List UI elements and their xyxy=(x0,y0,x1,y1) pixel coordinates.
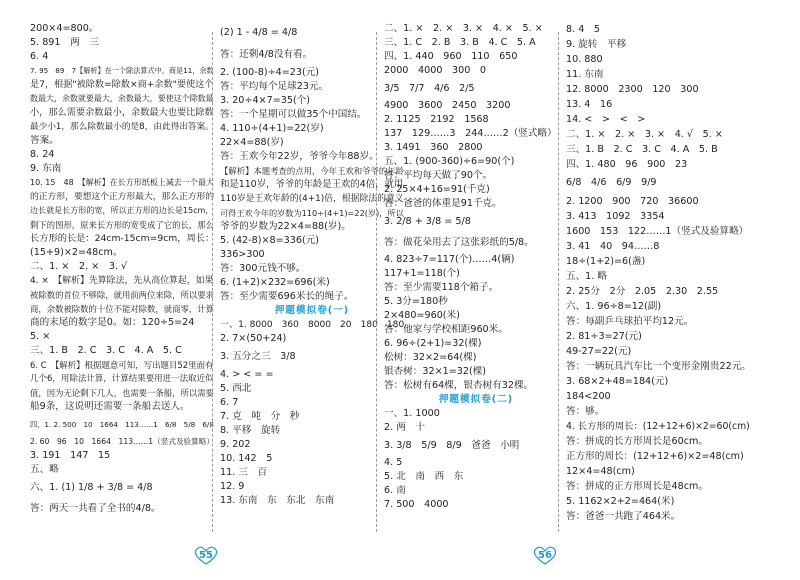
answer-line: 三、1. B 2. C 3. C 4. A 5. B xyxy=(566,144,718,155)
answer-line: 11. 三 百 xyxy=(220,467,268,478)
answer-line: 答：至少需要118个箱子。 xyxy=(384,282,499,293)
answer-line: 9. 202 xyxy=(220,439,251,450)
answer-line: 10. 142 5 xyxy=(220,453,273,464)
answer-line: 12. 9 xyxy=(220,481,245,492)
answer-line: 8. 平移 旋转 xyxy=(220,425,281,436)
answer-line: 11. 东南 xyxy=(566,69,604,80)
answer-line: 3. 五分之三 3/8 xyxy=(220,351,296,362)
answer-line: 是7，根据"被除数=除数×商+余数"要使这个 xyxy=(30,80,214,90)
answer-line: 10. 880 xyxy=(566,54,603,65)
answer-line: 答：两天一共看了全书的4/8。 xyxy=(30,503,161,514)
answer-line: 船9条，这说明还需要一条船去送人。 xyxy=(30,401,190,412)
answer-line: 7. 克 吨 分 秒 xyxy=(220,411,300,422)
answer-line: 五、1. 略 xyxy=(566,271,607,282)
answer-line: 2. 7×(50+24) xyxy=(220,333,287,344)
answer-line: 和是110岁，爷爷的年龄是王欢的4倍，就用 xyxy=(220,179,404,190)
answer-line: 长方形的长是：24cm-15cm=9cm，周长： xyxy=(30,233,215,244)
answer-line: 五、略 xyxy=(30,464,59,475)
answer-line: 18÷(1+2)=6(盏) xyxy=(566,256,646,267)
answer-line: 五、1. (900-360)÷6=90(个) xyxy=(384,156,515,167)
answer-line: 3. 3/8 5/9 8/9 爸爸 小明 xyxy=(384,440,520,451)
answer-line: 答案。 xyxy=(30,135,59,146)
answer-line: 二、1. × 2. × 3. × 4. × 5. × xyxy=(384,23,543,34)
answer-line: 被除数的首位不够除，就用前两位来除，所以要求 xyxy=(30,290,214,300)
answer-line: 【解析】本题考查的点用，今年王欢和爷爷的年龄 xyxy=(220,166,404,176)
answer-line: 184<200 xyxy=(566,391,611,402)
answer-line: 答：够。 xyxy=(566,406,605,417)
page-number-text: 56 xyxy=(538,550,552,561)
answer-line: 8. 4 5 xyxy=(566,24,601,35)
answer-line: 5. 西北 xyxy=(220,383,252,394)
answer-line: 3. 20÷4×7=35(个) xyxy=(220,95,311,106)
answer-line: 6/8 4/6 6/9 9/9 xyxy=(566,177,657,188)
answer-line: 答：一辆玩具汽车比一个变形金刚贵22元。 xyxy=(566,361,751,372)
answer-line: 6. 7 xyxy=(220,397,239,408)
answer-line: 13. 东南 东 东北 东南 xyxy=(220,495,335,506)
page-number-text: 55 xyxy=(199,550,213,561)
answer-line: 2000 4000 300 0 xyxy=(384,65,487,76)
answer-line: 答：至少需要696米长的绳子。 xyxy=(220,291,354,302)
answer-line: 4. > < = = xyxy=(220,369,274,380)
answer-line: 2. 1200 900 720 36600 xyxy=(566,196,699,207)
answer-line: 3. 1491 360 2800 xyxy=(384,142,483,153)
answer-line: 3. 2/8 + 3/8 = 5/8 xyxy=(384,216,471,227)
answer-line: 6. 南 xyxy=(384,485,406,496)
answer-column-3 xyxy=(384,22,568,512)
section-heading: 押题模拟卷(一) xyxy=(274,305,350,316)
column-divider xyxy=(558,32,559,532)
answer-line: (2) 1 - 4/8 = 4/8 xyxy=(220,27,298,38)
page-number-right xyxy=(530,544,560,566)
answer-line: 3. 41 40 94……8 xyxy=(566,241,660,252)
answer-line: 答：他家与学校相距960米。 xyxy=(384,324,508,335)
answer-line: 一、1. 1000 xyxy=(384,408,440,419)
answer-line: 14. < > < > xyxy=(566,114,646,125)
answer-line: 四、1. 2. 500 10 1664 113……1 6/8 5/8 6/8 xyxy=(30,420,214,429)
answer-line: 6. 4 xyxy=(30,51,49,62)
answer-line: 答：拼成的正方形周长是48cm。 xyxy=(566,481,708,492)
answer-line: 4. 110÷(4+1)=22(岁) xyxy=(220,123,324,134)
answer-line: 10. 15 48 【解析】在长方形纸板上减去一个最大 xyxy=(30,178,214,187)
answer-line: 2. 1125 2192 1568 xyxy=(384,114,489,125)
answer-line: 答：300元钱不够。 xyxy=(220,263,306,274)
answer-line: 3. 191 147 15 xyxy=(30,450,111,461)
answer-line: 2. 两 十 xyxy=(384,422,425,433)
answer-line: 答：平均每天做了90个。 xyxy=(384,170,493,181)
answer-line: 正方形的周长：(12+12+6)×2=48(cm) xyxy=(566,451,744,462)
answer-line: 4. 823÷7=117(个)……4(辆) xyxy=(384,254,515,265)
answer-line: 2×480=960(米) xyxy=(384,310,460,321)
page-fold-divider xyxy=(376,32,377,532)
answer-line: (15+9)×2=48cm。 xyxy=(30,247,123,258)
answer-line: 答：做花朵用去了这张彩纸的5/8。 xyxy=(384,237,534,248)
answer-column-4 xyxy=(566,22,750,524)
answer-line: 答：爸爸一共跑了464米。 xyxy=(566,511,681,522)
answer-line: 3. 68×2+48=184(元) xyxy=(566,376,669,387)
answer-line: 5. 3分=180秒 xyxy=(384,296,448,307)
answer-line: 答：王欢今年22岁，爷爷今年88岁。 xyxy=(220,151,379,162)
answer-line: 5. 891 两 三 xyxy=(30,37,99,48)
answer-line: 2. 81÷3=27(元) xyxy=(566,331,642,342)
answer-line: 3. 413 1092 3354 xyxy=(566,211,665,222)
answer-line: 5. 北 南 西 东 xyxy=(384,471,464,482)
answer-line: 7. 500 4000 xyxy=(384,499,449,510)
answer-line: 4900 3600 2450 3200 xyxy=(384,100,511,111)
answer-line: 3/5 7/7 4/6 2/5 xyxy=(384,83,475,94)
answer-line: 三、1. B 2. C 3. C 4. A 5. C xyxy=(30,345,182,356)
answer-line: 答：爸爸的体重是91千克。 xyxy=(384,198,502,209)
answer-line: 22×4=88(岁) xyxy=(220,137,284,148)
answer-line: 的正方形，要想这个正方形最大，那么正方形的 xyxy=(30,192,215,202)
answer-line: 四、1. 440 960 110 650 xyxy=(384,51,518,62)
answer-line: 答：每副乒乓球拍平均12元。 xyxy=(566,316,694,327)
answer-line: 5. (42-8)×8=336(元) xyxy=(220,235,320,246)
answer-line: 答：松树有64棵，银杏树有32棵。 xyxy=(384,380,534,391)
answer-line: 5. × xyxy=(30,331,51,342)
answer-line: 336>300 xyxy=(220,249,265,260)
answer-line: 二、1. × 2. × 3. √ xyxy=(30,261,128,272)
answer-line: 答：还剩4/8没有看。 xyxy=(220,49,313,60)
answer-line: 一、1. 8000 360 8000 20 180 180 xyxy=(220,320,405,330)
answer-line: 9. 东南 xyxy=(30,163,62,174)
answer-line: 49-27=22(元) xyxy=(566,346,632,357)
answer-line: 四、1. 480 96 900 23 xyxy=(566,159,688,170)
answer-line: 松树：32×2=64(棵) xyxy=(384,352,477,363)
answer-line: 最少小1，那么除数最小的是8，由此得出答案。 xyxy=(30,122,214,132)
column-divider xyxy=(212,32,213,532)
answer-line: 8. 24 xyxy=(30,149,55,160)
page-number-left xyxy=(191,544,221,566)
answer-line: 7. 95 89 7【解析】在一个除法算式中，商是11，余数 xyxy=(30,66,214,75)
answer-line: 2. 60 96 10 1664 113……1（竖式及验算略） xyxy=(30,437,214,446)
answer-line: 可得王欢今年的岁数为110÷(4+1)=22(岁)，所以 xyxy=(220,208,404,218)
answer-line: 数最大，余数就要最大，余数最大，要使这个除数最 xyxy=(30,94,214,103)
answer-line: 边长就是长方形的宽，所以正方形的边长是15cm， xyxy=(30,206,214,215)
answer-line: 二、1. × 2. × 3. × 4. √ 5. × xyxy=(566,129,723,140)
answer-line: 200×4=800。 xyxy=(30,23,99,34)
answer-line: 110岁是王欢年龄的(4+1)倍，根据除法的意义 xyxy=(220,194,404,204)
answer-line: 2. 25×4+16=91(千克) xyxy=(384,184,490,195)
answer-line: 答：拼成的长方形周长是60cm。 xyxy=(566,436,708,447)
answer-line: 4. 长方形的周长：(12+12+6)×2=60(cm) xyxy=(566,421,750,432)
answer-line: 银杏树：32×1=32(棵) xyxy=(384,366,487,377)
answer-line: 剩下的图形，原来长方形的宽变成了它的长，那么 xyxy=(30,220,214,230)
answer-line: 2. (100-8)÷4=23(元) xyxy=(220,67,320,78)
answer-line: 12. 8000 2300 120 300 xyxy=(566,84,699,95)
answer-line: 6. 96÷(2+1)=32(棵) xyxy=(384,338,482,349)
answer-line: 137 129……3 244……2（竖式略） xyxy=(384,128,557,139)
answer-line: 答：一个星期可以做35个中国结。 xyxy=(220,109,367,120)
answer-line: 4. 5 xyxy=(384,457,403,468)
answer-line: 几个6，用除法计算，计算结果要用进一法取近似 xyxy=(30,374,214,384)
answer-line: 值，因为无论剩下几人，也需要一条船，所以需要 xyxy=(30,388,214,398)
answer-line: 商，余数被除数的十位不能对除数，就商零，计算 xyxy=(30,304,214,314)
answer-line: 117+1=118(个) xyxy=(384,268,460,279)
answer-line: 爷爷的岁数为22×4=88(岁)。 xyxy=(220,221,351,232)
answer-line: 答：平均每个足球23元。 xyxy=(220,81,329,92)
answer-line: 13. 4 16 xyxy=(566,99,613,110)
answer-line: 小，那么需要余数最小，余数最大也要比除数 xyxy=(30,107,214,118)
answer-line: 6. C 【解析】根据题意可知，写出题目52里面有 xyxy=(30,360,214,370)
answer-line: 六、1. (1) 1/8 + 3/8 = 4/8 xyxy=(30,482,153,493)
answer-line: 六、1. 96÷8=12(副) xyxy=(566,301,662,312)
answer-line: 6. (1+2)×232=696(米) xyxy=(220,277,330,288)
answer-line: 三、1. C 2. B 3. B 4. C 5. A xyxy=(384,37,536,48)
answer-line: 2. 25分 2分 2.05 2.30 2.55 xyxy=(566,286,719,297)
section-heading: 押题模拟卷(二) xyxy=(438,394,514,405)
answer-line: 4. × 【解析】先算除法，先从高位算起，如果 xyxy=(30,276,214,286)
answer-line: 5. 1162×2+2=464(米) xyxy=(566,496,675,507)
answer-line: 12×4=48(cm) xyxy=(566,466,635,477)
answer-line: 1600 153 122……1（竖式及验算略） xyxy=(566,226,749,237)
answer-line: 9. 旋转 平移 xyxy=(566,39,627,50)
answer-column-1 xyxy=(30,22,214,519)
answer-line: 商的末尾的数字是0。如：120÷5=24 xyxy=(30,317,195,328)
